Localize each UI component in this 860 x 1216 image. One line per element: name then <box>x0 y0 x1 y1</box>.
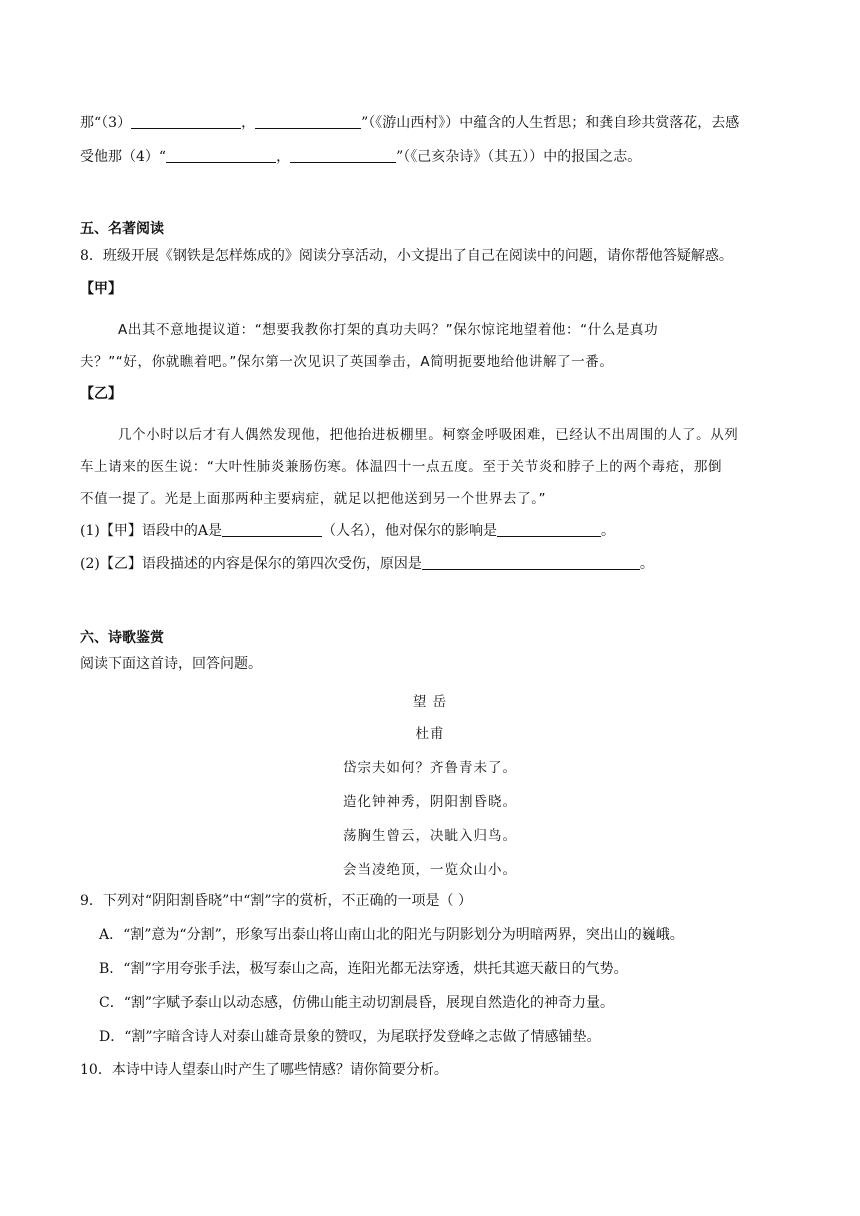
passage-jia-line-2: 夫？”“好，你就瞧着吧。”保尔第一次见识了英国拳击，A简明扼要地给他讲解了一番。 <box>80 354 614 370</box>
poem-intro: 阅读下面这首诗，回答问题。 <box>80 656 262 672</box>
section-heading-6: 六、诗歌鉴赏 <box>80 630 164 646</box>
passage-label-jia: 【甲】 <box>80 281 122 297</box>
fill-line-3: 那“（3） ， ”（《游山西村》）中蕴含的人生哲思；和龚自珍共赏落花，去感 <box>80 115 740 131</box>
passage-yi-line-1: 几个小时以后才有人偶然发现他，把他抬进板棚里。柯察金呼吸困难，已经认不出周围的人了。从列 <box>118 427 739 443</box>
question-8: 8．班级开展《钢铁是怎样炼成的》阅读分享活动，小文提出了自己在阅读中的问题，请你帮他答疑解惑。 <box>80 248 733 264</box>
answer-blank[interactable] <box>131 114 241 129</box>
passage-label-yi: 【乙】 <box>80 386 122 402</box>
answer-blank[interactable] <box>166 148 276 163</box>
answer-blank[interactable] <box>222 522 322 537</box>
answer-blank[interactable] <box>422 555 640 570</box>
answer-blank[interactable] <box>255 114 361 129</box>
poem-line: 岱宗夫如何？齐鲁青未了。 <box>343 760 517 776</box>
option-d[interactable]: D．“割”字暗含诗人对泰山雄奇景象的赞叹，为尾联抒发登峰之志做了情感铺垫。 <box>99 1029 601 1045</box>
passage-jia-line-1: A出其不意地提议道：“想要我教你打架的真功夫吗？”保尔惊诧地望着他：“什么是真功 <box>118 322 659 338</box>
passage-yi-line-2: 车上请来的医生说：“大叶性肺炎兼肠伤寒。体温四十一点五度。至于关节炎和脖子上的两个毒疮，那倒 <box>80 459 723 475</box>
option-c[interactable]: C．“割”字赋予泰山以动态感，仿佛山能主动切割晨昏，展现自然造化的神奇力量。 <box>99 995 615 1011</box>
option-b[interactable]: B．“割”字用夸张手法，极写泰山之高，连阳光都无法穿透，烘托其遮天蔽日的气势。 <box>99 961 628 977</box>
answer-blank[interactable] <box>497 522 601 537</box>
poem-line: 荡胸生曾云，决眦入归鸟。 <box>343 828 517 844</box>
poem-line: 造化钟神秀，阴阳割昏晓。 <box>343 794 517 810</box>
passage-yi-line-3: 不值一提了。光是上面那两种主要病症，就足以把他送到另一个世界去了。” <box>80 491 547 507</box>
option-a[interactable]: A．“割”意为“分割”，形象写出泰山将山南山北的阳光与阴影划分为明暗两界，突出山的巍峨。 <box>99 927 684 943</box>
question-9: 9．下列对“阴阳割昏晓”中“割”字的赏析，不正确的一项是（ ） <box>80 893 472 909</box>
poem-title: 望 岳 <box>412 694 448 710</box>
sub-question-2: (2)【乙】语段描述的内容是保尔的第四次受伤，原因是 。 <box>80 556 654 572</box>
answer-blank[interactable] <box>290 148 396 163</box>
poem-line: 会当凌绝顶，一览众山小。 <box>343 862 517 878</box>
fill-line-4: 受他那（4）“ ， ”（《己亥杂诗》（其五））中的报国之志。 <box>80 149 642 165</box>
sub-question-1: (1)【甲】语段中的A是 （人名），他对保尔的影响是 。 <box>80 523 615 539</box>
question-10: 10．本诗中诗人望泰山时产生了哪些情感？请你简要分析。 <box>80 1062 448 1078</box>
section-heading-5: 五、名著阅读 <box>80 221 164 237</box>
poem-author: 杜甫 <box>415 726 445 742</box>
